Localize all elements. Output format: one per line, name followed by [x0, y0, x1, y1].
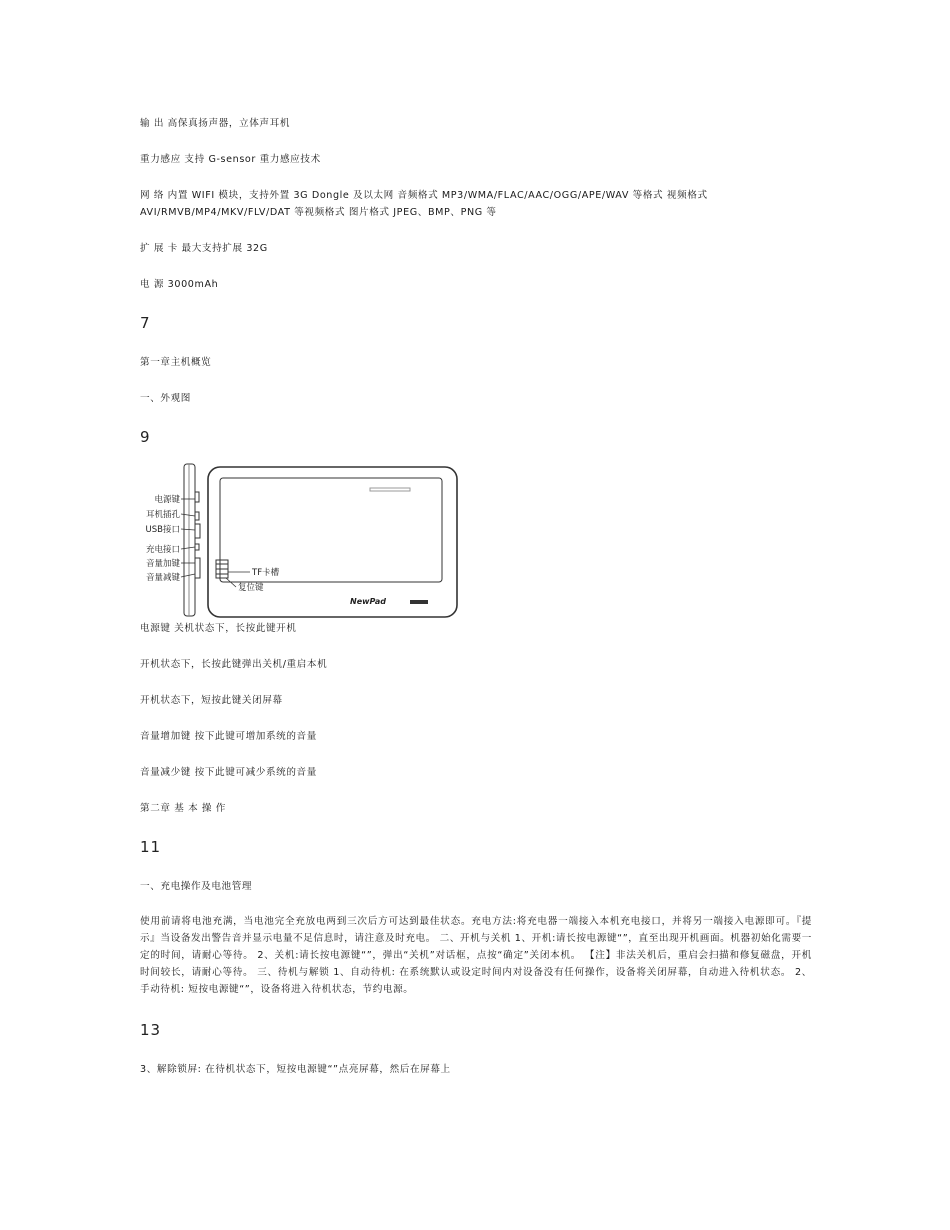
- device-outline-illustration: [138, 462, 460, 620]
- label-charge-port: 充电接口: [145, 545, 180, 555]
- chapter2-section1: 一、充电操作及电池管理: [140, 881, 253, 892]
- label-volume-up: 音量加键: [145, 559, 180, 569]
- chapter2-body: 使用前请将电池充满，当电池完全充放电两到三次后方可达到最佳状态。充电方法:将充电器一端接入本机充电接口，并将另一端接入电源即可。『提示』当设备发出警告音并显示电量不足信息时，请注意及时充电。 二、开机与关机 1、开机:请长按电源键“”，直至出现开机画面。机器初始化需要一定的时间，请耐心等待。 2、关机:请长按电源键“”，弹出“关机”对话框，点按“确定”关闭本机。 【注】非法关机后，重启会扫描和修复磁盘，开机时间较长，请耐心等待。 三、待机与解锁 1、自动待机: 在系统默认或设定时间内对设备没有任何操作，设备将关闭屏幕，自动进入待机状态。 2、手动待机: 短按电源键“”，设备将进入待机状态，节约电源。: [140, 916, 812, 995]
- label-reset-key: 复位键: [238, 583, 264, 593]
- label-power-key: 电源键: [154, 495, 180, 505]
- label-volume-down: 音量减键: [145, 573, 180, 583]
- page-number: 7: [140, 314, 151, 332]
- spec-network-line1: 网 络 内置 WIFI 模块，支持外置 3G Dongle 及以太网 音频格式 MP3/WMA/FLAC/AAC/OGG/APE/WAV 等格式 视频格式: [140, 190, 708, 201]
- spec-network-line2: AVI/RMVB/MP4/MKV/FLV/DAT 等视频格式 图片格式 JPEG、BMP、PNG 等: [140, 207, 497, 218]
- unlock-instruction: 3、解除锁屏: 在待机状态下，短按电源键“”点亮屏幕，然后在屏幕上: [140, 1064, 451, 1075]
- brand-logo: NewPad: [350, 597, 386, 606]
- tablet-front: [208, 467, 457, 617]
- label-usb-port: USB接口: [145, 525, 180, 535]
- spec-expansion: 扩 展 卡 最大支持扩展 32G: [140, 243, 268, 254]
- label-headphone-jack: 耳机插孔: [145, 510, 180, 520]
- key-volume-down: 音量减少键 按下此键可减少系统的音量: [140, 767, 317, 778]
- spec-power: 电 源 3000mAh: [140, 279, 219, 290]
- key-power: 电源键 关机状态下，长按此键开机: [140, 623, 297, 634]
- chapter1-section1: 一、外观图: [140, 393, 191, 404]
- label-tf-slot: TF卡槽: [252, 568, 280, 578]
- page-number: 13: [140, 1021, 162, 1039]
- key-power-on-long: 开机状态下，长按此键弹出关机/重启本机: [140, 659, 328, 670]
- spec-gravity: 重力感应 支持 G-sensor 重力感应技术: [140, 154, 321, 165]
- chapter2-title: 第二章 基 本 操 作: [140, 803, 226, 814]
- tablet-screen: [220, 478, 442, 582]
- power-key-shape: [195, 492, 199, 502]
- page-number: 9: [140, 428, 151, 446]
- spec-output: 输 出 高保真扬声器，立体声耳机: [140, 118, 291, 129]
- key-power-on-short: 开机状态下，短按此键关闭屏幕: [140, 695, 283, 706]
- key-volume-up: 音量增加键 按下此键可增加系统的音量: [140, 731, 317, 742]
- page-number: 11: [140, 838, 162, 856]
- chapter1-title: 第一章主机概览: [140, 357, 212, 368]
